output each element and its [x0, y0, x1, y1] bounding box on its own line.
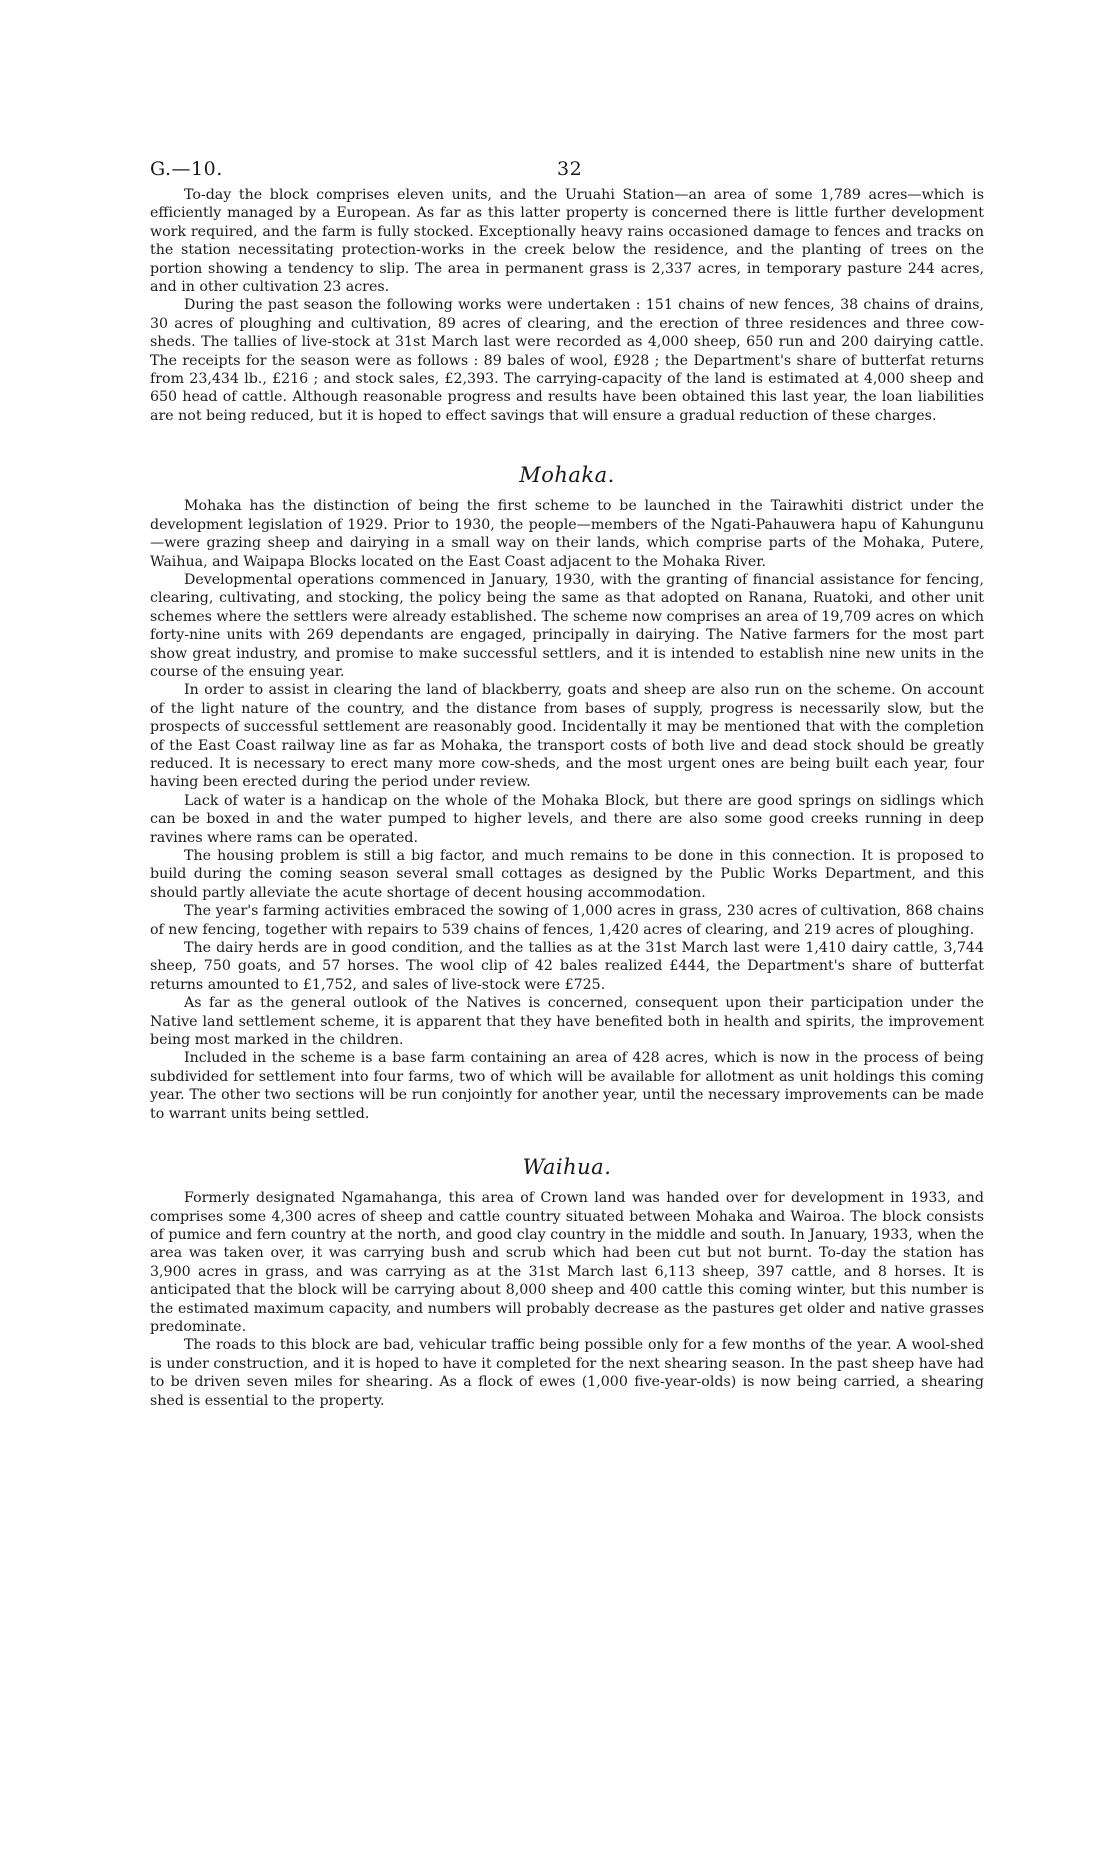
- paragraph: The housing problem is still a big factor, and much remains to be done in this connection. It is proposed to build during the coming season several small cottages as designed by the Public Works Department, and this should partly alleviate the acute shortage of decent housing accommodation.: [150, 848, 984, 901]
- paragraph: In order to assist in clearing the land of blackberry, goats and sheep are also run on the scheme. On account of the light nature of the country, and the distance from bases of supply, progress is necessarily slow, but the prospects of successful settlement are reasonably good. Incidentally it may be mentioned that with the completion of the East Coast railway line as far as Mohaka, the transport costs of both live and dead stock should be greatly reduced. It is necessary to erect many more cow-sheds, and the most urgent ones are being built each year, four having been erected during the period under review.: [150, 682, 984, 791]
- section-mohaka: [150, 497, 984, 1123]
- paragraph: During the past season the following works were undertaken : 151 chains of new fences, 38 chains of drains, 30 acres of ploughing and cultivation, 89 acres of clearing, and the erection of three residences and three cow-sheds. The tallies of live-stock at 31st March last were recorded as 4,000 sheep, 650 run and 200 dairying cattle. The receipts for the season were as follows : 89 bales of wool, £928 ; the Department's share of butterfat returns from 23,434 lb., £216 ; and stock sales, £2,393. The carrying-capacity of the land is estimated at 4,000 sheep and 650 head of cattle. Although reasonable progress and results have been obtained this last year, the loan liabilities are not being reduced, but it is hoped to effect savings that will ensure a gradual reduction of these charges.: [150, 297, 984, 424]
- paragraph: The year's farming activities embraced the sowing of 1,000 acres in grass, 230 acres of cultivation, 868 chains of new fencing, together with repairs to 539 chains of fences, 1,420 acres of clearing, and 219 acres of ploughing.: [150, 903, 984, 938]
- paragraph: The roads to this block are bad, vehicular traffic being possible only for a few months of the year. A wool-shed is under construction, and it is hoped to have it completed for the next shearing season. In the past sheep have had to be driven seven miles for shearing. As a flock of ewes (1,000 five-year-olds) is now being carried, a shearing shed is essential to the property.: [150, 1337, 984, 1409]
- paragraph: Included in the scheme is a base farm containing an area of 428 acres, which is now in the process of being subdivided for settlement into four farms, two of which will be available for allotment as unit holdings this coming year. The other two sections will be run conjointly for another year, until the necessary improvements can be made to warrant units being settled.: [150, 1050, 984, 1122]
- section-heading-mohaka: Mohaka.: [519, 463, 615, 488]
- paragraph: Mohaka has the distinction of being the first scheme to be launched in the Tairawhiti district under the development legislation of 1929. Prior to 1930, the people—members of the Ngati-Pahauwera hapu of Kahungunu—were grazing sheep and dairying in a small way on their lands, which comprise parts of the Mohaka, Putere, Waihua, and Waipapa Blocks located on the East Coast adjacent to the Mohaka River.: [150, 498, 984, 570]
- section-heading-waihua: Waihua.: [522, 1155, 612, 1180]
- page-header: [150, 150, 984, 186]
- page-number: 32: [557, 158, 583, 180]
- paragraph: To-day the block comprises eleven units, and the Uruahi Station—an area of some 1,789 acres—which is efficiently managed by a European. As far as this latter property is concerned there is little further development work required, and the farm is fully stocked. Exceptionally heavy rains occasioned damage to fences and tracks on the station necessitating protection-works in the creek below the residence, and the planting of trees on the portion showing a tendency to slip. The area in permanent grass is 2,337 acres, in temporary pasture 244 acres, and in other cultivation 23 acres.: [150, 187, 984, 296]
- paragraph: Formerly designated Ngamahanga, this area of Crown land was handed over for development in 1933, and comprises some 4,300 acres of sheep and cattle country situated between Mohaka and Wairoa. The block consists of pumice and fern country at the north, and good clay country in the middle and south. In January, 1933, when the area was taken over, it was carrying bush and scrub which had been cut but not burnt. To-day the station has 3,900 acres in grass, and was carrying as at the 31st March last 6,113 sheep, 397 cattle, and 8 horses. It is anticipated that the block will be carrying about 8,000 sheep and 400 cattle this coming winter, but this number is the estimated maximum capacity, and numbers will probably decrease as the pastures get older and native grasses predominate.: [150, 1190, 984, 1335]
- paragraph: The dairy herds are in good condition, and the tallies as at the 31st March last were 1,410 dairy cattle, 3,744 sheep, 750 goats, and 57 horses. The wool clip of 42 bales realized £444, the Department's share of butterfat returns amounted to £1,752, and sales of live-stock were £725.: [150, 940, 984, 993]
- paragraph: As far as the general outlook of the Natives is concerned, consequent upon their participation under the Native land settlement scheme, it is apparent that they have benefited both in health and spirits, the improvement being most marked in the children.: [150, 995, 984, 1049]
- section-uruahi: [150, 186, 984, 425]
- paragraph: Lack of water is a handicap on the whole of the Mohaka Block, but there are good springs on sidlings which can be boxed in and the water pumped to higher levels, and there are also some good creeks running in deep ravines where rams can be operated.: [150, 792, 984, 846]
- section-waihua: [150, 1189, 984, 1410]
- document-reference: G.—10.: [150, 158, 223, 180]
- paragraph: Developmental operations commenced in January, 1930, with the granting of financial assistance for fencing, clearing, cultivating, and stocking, the policy being the same as that adopted on Ranana, Ruatoki, and other unit schemes where the settlers were already established. The scheme now comprises an area of 19,709 acres on which forty-nine units with 269 dependants are engaged, principally in dairying. The Native farmers for the most part show great industry, and promise to make successful settlers, and it is intended to establish nine new units in the course of the ensuing year.: [150, 571, 984, 680]
- document-page: [150, 150, 984, 1410]
